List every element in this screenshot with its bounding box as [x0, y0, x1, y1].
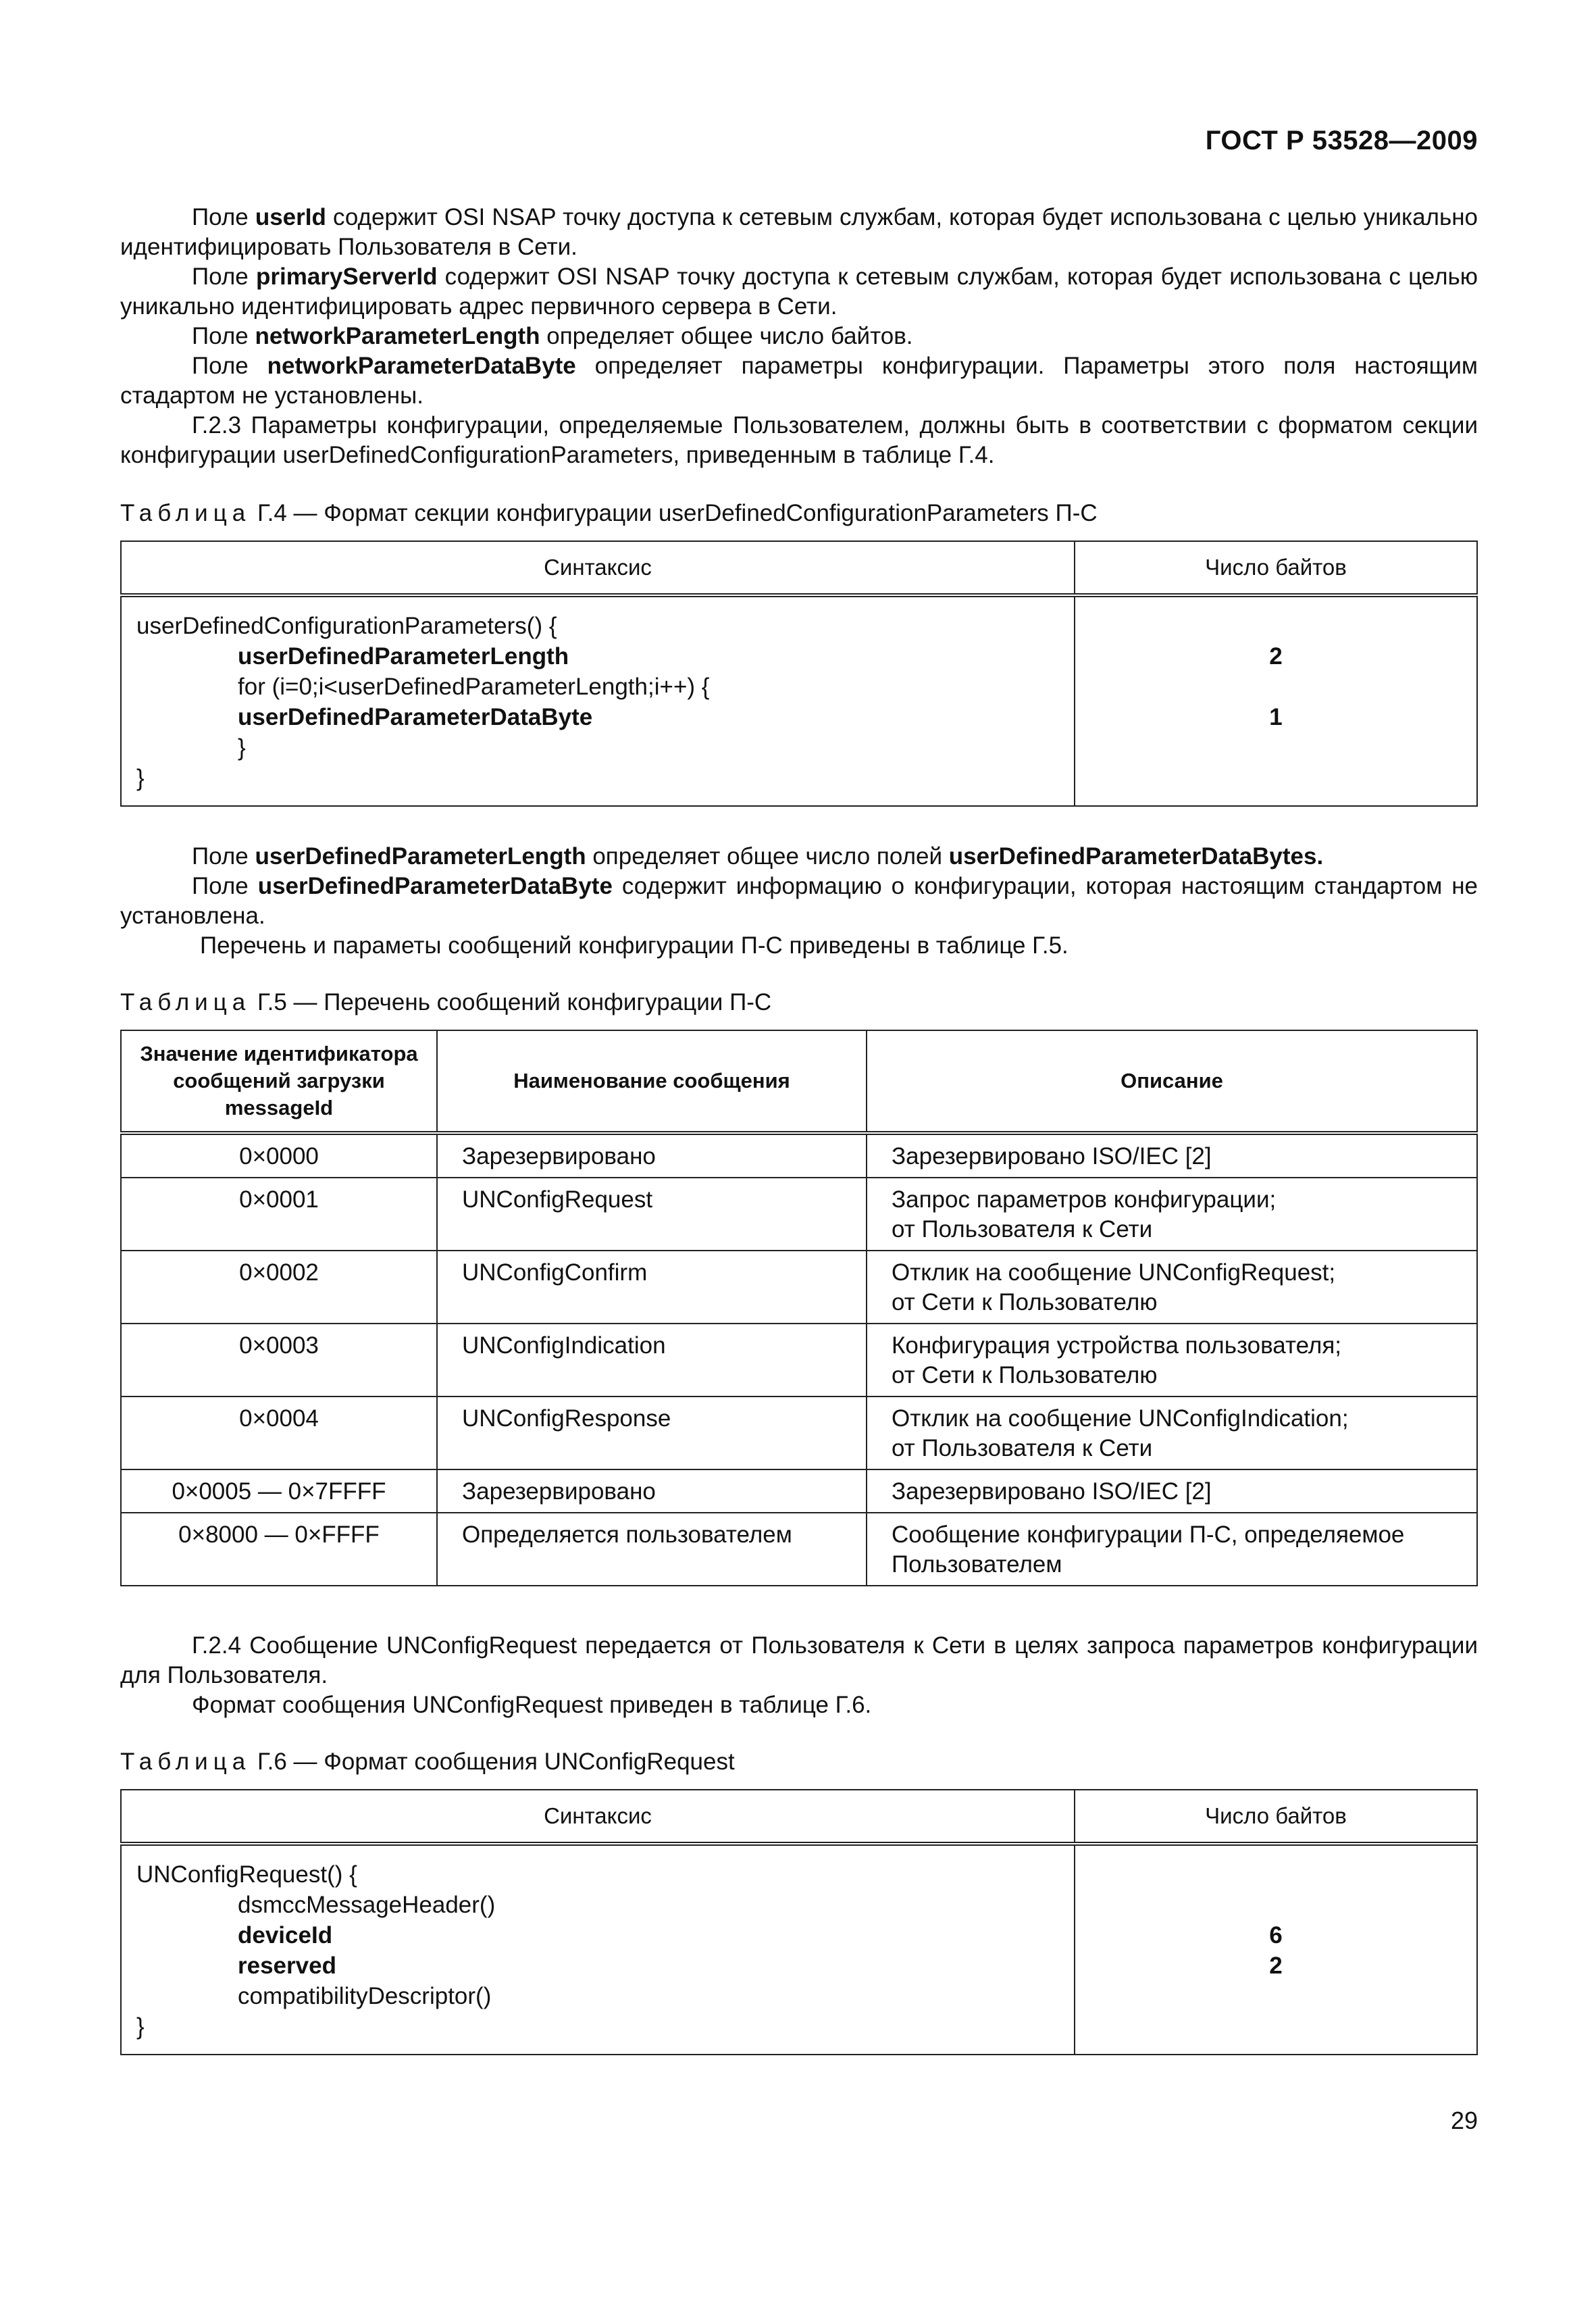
message-name-cell: Зарезервировано — [437, 1133, 867, 1178]
table-g4-syntax-cell — [121, 595, 1075, 806]
code-line: for (i=0;i<userDefinedParameterLength;i++) { — [238, 674, 710, 700]
code-line: userDefinedParameterDataByte — [238, 704, 593, 730]
message-description-cell: Зарезервировано ISO/IEC [2] — [867, 1133, 1477, 1178]
paragraph-userdefinedparameterdatabyte: Поле userDefinedParameterDataByte содержит информацию о конфигурации, которая настоящим стандартом не установлена. — [120, 873, 1478, 929]
paragraph-primaryserverid: Поле primaryServerId содержит OSI NSAP точку доступа к сетевым службам, которая будет использована с целью уникально идентифицировать адрес первичного сервера в Сети. — [120, 263, 1478, 320]
byte-value: 2 — [1269, 643, 1283, 670]
message-name-cell: UNConfigIndication — [437, 1324, 867, 1397]
code-line: } — [136, 765, 145, 791]
message-id-cell: 0×0005 — 0×7FFFF — [121, 1469, 437, 1513]
message-description-cell: Отклик на сообщение UNConfigIndication; от Пользователя к Сети — [867, 1397, 1477, 1469]
byte-value: 6 — [1269, 1922, 1283, 1948]
code-line: UNConfigRequest() { — [136, 1861, 357, 1888]
table-g5-caption: Таблица Г.5 — Перечень сообщений конфигурации П-С — [120, 989, 772, 1015]
table-g5-header-description: Описание — [867, 1030, 1477, 1133]
byte-value: 2 — [1269, 1953, 1283, 1979]
code-line: compatibilityDescriptor() — [238, 1983, 492, 2009]
table-g5-header-id: Значение идентификатора сообщений загрузки messageId — [121, 1030, 437, 1133]
message-name-cell: Определяется пользователем — [437, 1513, 867, 1586]
table-g6 — [120, 1789, 1478, 2055]
table-g4-header-bytes: Число байтов — [1075, 541, 1477, 595]
code-line: userDefinedConfigurationParameters() { — [136, 613, 557, 639]
message-name-cell: UNConfigResponse — [437, 1397, 867, 1469]
message-description-cell: Зарезервировано ISO/IEC [2] — [867, 1469, 1477, 1513]
message-id-cell: 0×0000 — [121, 1133, 437, 1178]
code-line: userDefinedParameterLength — [238, 643, 569, 670]
page-number: 29 — [1450, 2107, 1478, 2134]
paragraph-section-g23: Г.2.3 Параметры конфигурации, определяемые Пользователем, должны быть в соответствии с форматом секции конфигурации userDefinedConfigurationParameters, приведенным в таблице Г.4. — [120, 412, 1478, 468]
paragraph-networkparameterlength: Поле networkParameterLength определяет общее число байтов. — [192, 323, 913, 349]
paragraph-table-g6-ref: Формат сообщения UNConfigRequest приведен в таблице Г.6. — [192, 1692, 872, 1718]
table-g6-caption: Таблица Г.6 — Формат сообщения UNConfigRequest — [120, 1749, 735, 1775]
code-line: reserved — [238, 1953, 336, 1979]
table-g6-bytes-cell — [1075, 1844, 1477, 2055]
table-row — [121, 1397, 1477, 1469]
table-g4 — [120, 540, 1478, 807]
table-row — [121, 1469, 1477, 1513]
message-name-cell: UNConfigRequest — [437, 1178, 867, 1251]
table-g5 — [120, 1030, 1478, 1586]
paragraph-networkparameterdatabyte: Поле networkParameterDataByte определяет параметры конфигурации. Параметры этого поля настоящим стадартом не установлены. — [120, 353, 1478, 409]
paragraph-userid: Поле userId содержит OSI NSAP точку доступа к сетевым службам, которая будет использована с целью уникально идентифицировать Пользователя в Сети. — [120, 204, 1478, 260]
code-line: } — [136, 2013, 145, 2040]
code-line: } — [238, 734, 246, 761]
table-g4-bytes-cell — [1075, 595, 1477, 806]
table-g5-header-name: Наименование сообщения — [437, 1030, 867, 1133]
table-row — [121, 1178, 1477, 1251]
message-id-cell: 0×8000 — 0×FFFF — [121, 1513, 437, 1586]
table-g4-header-syntax: Синтаксис — [121, 541, 1075, 595]
byte-value: 1 — [1269, 704, 1283, 730]
table-g6-header-syntax: Синтаксис — [121, 1790, 1075, 1844]
table-row — [121, 1251, 1477, 1324]
document-header: ГОСТ Р 53528—2009 — [1205, 126, 1478, 155]
message-description-cell: Запрос параметров конфигурации; от Пользователя к Сети — [867, 1178, 1477, 1251]
code-line: deviceId — [238, 1922, 333, 1948]
table-g6-syntax-cell — [121, 1844, 1075, 2055]
message-name-cell: Зарезервировано — [437, 1469, 867, 1513]
paragraph-userdefinedparameterlength: Поле userDefinedParameterLength определяет общее число полей userDefinedParameterDataBytes. — [192, 843, 1324, 870]
message-description-cell: Сообщение конфигурации П-С, определяемое Пользователем — [867, 1513, 1477, 1586]
message-id-cell: 0×0001 — [121, 1178, 437, 1251]
table-row — [121, 1513, 1477, 1586]
message-description-cell: Конфигурация устройства пользователя; от Сети к Пользователю — [867, 1324, 1477, 1397]
code-line: dsmccMessageHeader() — [238, 1892, 496, 1918]
table-row — [121, 1324, 1477, 1397]
message-id-cell: 0×0003 — [121, 1324, 437, 1397]
message-name-cell: UNConfigConfirm — [437, 1251, 867, 1324]
page-content — [120, 203, 1478, 2055]
message-id-cell: 0×0002 — [121, 1251, 437, 1324]
message-id-cell: 0×0004 — [121, 1397, 437, 1469]
message-description-cell: Отклик на сообщение UNConfigRequest; от Сети к Пользователю — [867, 1251, 1477, 1324]
table-g6-header-bytes: Число байтов — [1075, 1790, 1477, 1844]
table-row — [121, 1133, 1477, 1178]
paragraph-section-g24: Г.2.4 Сообщение UNConfigRequest передается от Пользователя к Сети в целях запроса параметров конфигурации для Пользователя. — [120, 1632, 1478, 1688]
paragraph-table-g5-ref: Перечень и параметы сообщений конфигурации П-С приведены в таблице Г.5. — [200, 932, 1069, 959]
table-g4-caption: Таблица Г.4 — Формат секции конфигурации userDefinedConfigurationParameters П-С — [120, 500, 1098, 526]
